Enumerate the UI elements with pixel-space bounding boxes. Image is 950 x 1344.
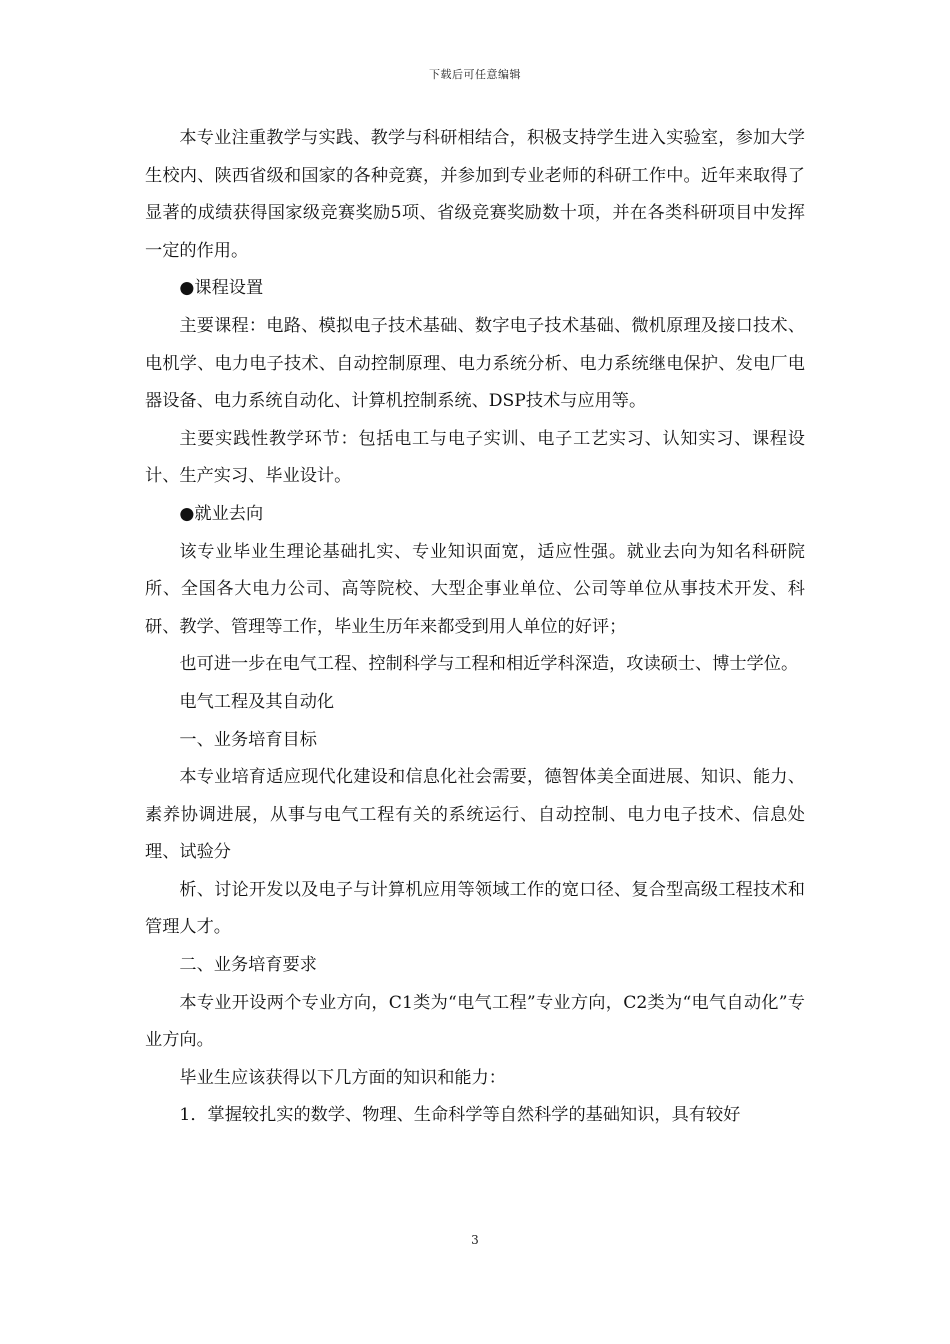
paragraph-ability-1: 1．掌握较扎实的数学、物理、生命科学等自然科学的基础知识，具有较好 bbox=[179, 1105, 741, 1126]
heading-training-goal: 一、业务培育目标 bbox=[179, 729, 317, 750]
paragraph-employment-direction: 该专业毕业生理论基础扎实、专业知识面宽，适应性强。就业去向为知名科研院所、全国各大电力公司、高等院校、大型企事业单位、公司等单位从事技术开发、科研、教学、管理等工作，毕业生历年来都受到用人单位的好评； bbox=[145, 541, 805, 637]
page-header-note: 下载后可任意编辑 bbox=[429, 68, 521, 81]
paragraph-abilities-intro: 毕业生应该获得以下几方面的知识和能力： bbox=[179, 1067, 506, 1088]
paragraph-main-courses: 主要课程：电路、模拟电子技术基础、数字电子技术基础、微机原理及接口技术、电机学、电力电子技术、自动控制原理、电力系统分析、电力系统继电保护、发电厂电器设备、电力系统自动化、计算机控制系统、DSP技术与应用等。 bbox=[145, 315, 805, 412]
document-body bbox=[145, 120, 805, 1135]
heading-course-setup: ●课程设置 bbox=[179, 278, 264, 299]
paragraph-directions: 本专业开设两个专业方向，C1类为“电气工程”专业方向，C2类为“电气自动化”专业方向。 bbox=[145, 992, 805, 1051]
paragraph-further-study: 也可进一步在电气工程、控制科学与工程和相近学科深造，攻读硕士、博士学位。 bbox=[179, 654, 799, 675]
paragraph-training-goal-1: 本专业培育适应现代化建设和信息化社会需要，德智体美全面进展、知识、能力、素养协调进展，从事与电气工程有关的系统运行、自动控制、电力电子技术、信息处理、试验分 bbox=[145, 767, 805, 863]
heading-major-title: 电气工程及其自动化 bbox=[179, 691, 335, 712]
paragraph-practice-links: 主要实践性教学环节：包括电工与电子实训、电子工艺实习、认知实习、课程设计、生产实习、毕业设计。 bbox=[145, 428, 805, 487]
paragraph-training-goal-2: 析、讨论开发以及电子与计算机应用等领域工作的宽口径、复合型高级工程技术和管理人才。 bbox=[145, 879, 805, 938]
page-number: 3 bbox=[471, 1233, 479, 1247]
paragraph-intro-practice: 本专业注重教学与实践、教学与科研相结合，积极支持学生进入实验室，参加大学生校内、陕西省级和国家的各种竞赛，并参加到专业老师的科研工作中。近年来取得了显著的成绩获得国家级竞赛奖励5项、省级竞赛奖励数十项，并在各类科研项目中发挥一定的作用。 bbox=[145, 128, 805, 261]
heading-training-requirement: 二、业务培育要求 bbox=[179, 955, 317, 976]
heading-employment: ●就业去向 bbox=[179, 503, 264, 524]
